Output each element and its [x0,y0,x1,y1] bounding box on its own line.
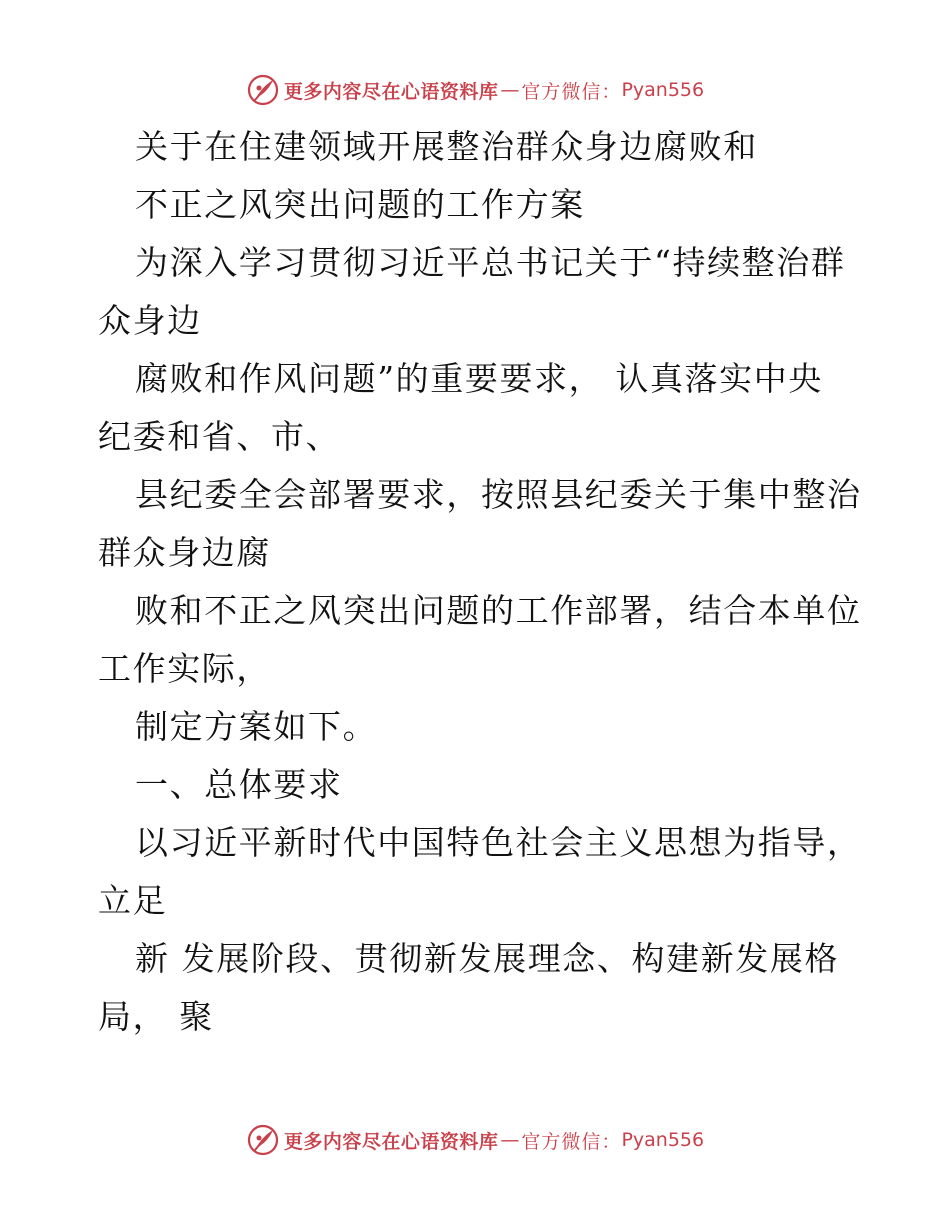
document-text-line: 众身边 [98,301,202,340]
watermark-main-text: 更多内容尽在心语资料库 [283,1130,499,1153]
watermark-main-text: 更多内容尽在心语资料库 [283,80,499,103]
watermark-separator: — [500,1129,520,1151]
document-text-line: 以习近平新时代中国特色社会主义思想为指导， [135,823,862,862]
feather-pen-logo-icon [246,1123,280,1157]
watermark-separator: — [500,79,520,101]
document-text-line: 为深入学习贯彻习近平总书记关于“持续整治群 [135,243,846,282]
watermark-wechat-label: 官方微信： [521,80,622,103]
feather-pen-logo-icon [246,73,280,107]
document-text-line: 群众身边腐 [98,533,271,572]
document-text-line: 局， 聚 [98,997,214,1036]
document-text-line: 制定方案如下。 [135,707,378,746]
document-text-line: 工作实际， [98,649,271,688]
watermark-wechat-id: Pyan556 [621,1129,705,1151]
document-text-line: 县纪委全会部署要求，按照县纪委关于集中整治 [135,475,862,514]
document-text-line: 立足 [98,881,168,920]
document-body [98,118,862,1046]
watermark-wechat-id: Pyan556 [621,79,705,101]
document-text-line: 纪委和省、市、 [98,417,341,456]
section-heading: 一、总体要求 [135,765,343,804]
document-text-line: 败和不正之风突出问题的工作部署，结合本单位 [135,591,862,630]
header-watermark [0,70,950,110]
document-text-line: 新 发展阶段、贯彻新发展理念、构建新发展格 [135,939,840,978]
document-title-line-1: 关于在住建领域开展整治群众身边腐败和 [135,127,758,166]
watermark-wechat-label: 官方微信： [521,1130,622,1153]
footer-watermark [0,1120,950,1160]
document-text-line: 腐败和作风问题”的重要要求， 认真落实中央 [135,359,823,398]
document-title-line-2: 不正之风突出问题的工作方案 [135,185,585,224]
